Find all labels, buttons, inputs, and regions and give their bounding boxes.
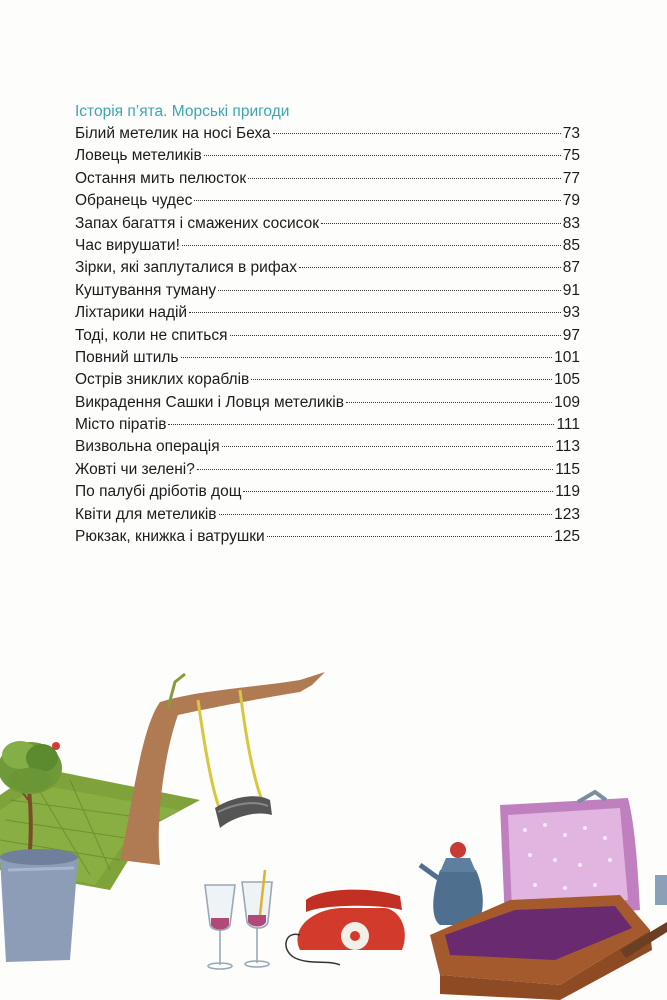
dot-leader xyxy=(299,267,561,268)
toc-entry-page: 83 xyxy=(562,214,580,232)
toc-entry xyxy=(75,280,580,302)
toc-entry xyxy=(75,325,580,347)
toc-entry-title: Куштування туману xyxy=(75,281,217,299)
toc-entry-page: 85 xyxy=(562,236,580,254)
toc-entry xyxy=(75,190,580,212)
dot-leader xyxy=(189,312,561,313)
dot-leader xyxy=(230,335,561,336)
toc-entry-title: Ловець метеликів xyxy=(75,147,202,165)
toc-entry-title: Квіти для метеликів xyxy=(75,505,217,523)
toc-entry-title: Визвольна операція xyxy=(75,438,220,456)
toc-entry-page: 75 xyxy=(562,147,580,165)
dot-leader xyxy=(219,514,553,515)
toc-entry-title: Запах багаття і смажених сосисок xyxy=(75,214,320,232)
toc-entry-title: Місто піратів xyxy=(75,416,167,434)
toc-entry xyxy=(75,414,580,436)
toc-entry-page: 123 xyxy=(554,505,580,523)
toc-entry-page: 125 xyxy=(554,528,580,546)
toc-entry xyxy=(75,213,580,235)
toc-entry-page: 97 xyxy=(562,326,580,344)
dot-leader xyxy=(251,379,552,380)
dot-leader xyxy=(168,424,554,425)
toc-entry-title: Тоді, коли не спиться xyxy=(75,326,228,344)
section-title: Історія п’ята. Морські пригоди xyxy=(75,103,290,120)
toc-entry-title: По палубі дріботів дощ xyxy=(75,483,242,501)
dot-leader xyxy=(182,245,561,246)
toc-entry-title: Остання мить пелюсток xyxy=(75,169,247,187)
toc-entry xyxy=(75,369,580,391)
toc-entry-title: Білий метелик на носі Беха xyxy=(75,125,271,142)
toc-entry xyxy=(75,526,580,548)
toc-entry xyxy=(75,235,580,257)
toc-entry xyxy=(75,347,580,369)
toc-entry-page: 119 xyxy=(555,483,580,501)
illustration xyxy=(0,660,667,1000)
dot-leader xyxy=(181,357,553,358)
toc-entry xyxy=(75,481,580,503)
dot-leader xyxy=(194,200,560,201)
toc-entry-page: 87 xyxy=(562,259,580,277)
toc-entry-page: 111 xyxy=(556,416,580,434)
toc-entry-page: 79 xyxy=(562,192,580,210)
toc-entry-page: 91 xyxy=(562,281,580,299)
dot-leader xyxy=(273,133,561,134)
blue-kettle xyxy=(420,842,483,925)
toc-entry-page: 115 xyxy=(555,460,580,478)
toc-entry xyxy=(75,392,580,414)
toc-entry-page: 73 xyxy=(562,125,580,142)
wine-glasses xyxy=(205,870,272,969)
toc-entry-page: 101 xyxy=(554,348,580,366)
branch-with-swing xyxy=(120,672,325,865)
toc-entry-title: Обранець чудес xyxy=(75,192,193,210)
toc-entry-title: Рюкзак, книжка і ватрушки xyxy=(75,528,265,546)
toc-entry-page: 77 xyxy=(562,169,580,187)
dot-leader xyxy=(321,223,561,224)
dot-leader xyxy=(218,290,561,291)
toc-entry xyxy=(75,145,580,167)
toc-entry-page: 109 xyxy=(554,393,580,411)
toc-entry-title: Зірки, які заплуталися в рифах xyxy=(75,259,297,277)
toc-entry xyxy=(75,168,580,190)
toc-entry xyxy=(75,123,580,145)
dot-leader xyxy=(204,155,561,156)
toc-entry xyxy=(75,436,580,458)
dot-leader xyxy=(248,178,561,179)
toc-entry xyxy=(75,459,580,481)
dot-leader xyxy=(222,446,554,447)
toc-entry xyxy=(75,504,580,526)
toc-entry xyxy=(75,257,580,279)
toc-entry-title: Викрадення Сашки і Ловця метеликів xyxy=(75,393,344,411)
toc-entry-title: Жовті чи зелені? xyxy=(75,460,195,478)
toc-entry-title: Острів зниклих кораблів xyxy=(75,371,250,389)
toc-entry-title: Повний штиль xyxy=(75,348,179,366)
toc-entry-title: Ліхтарики надій xyxy=(75,304,188,322)
red-telephone xyxy=(286,890,405,965)
toc-entry-page: 105 xyxy=(554,371,580,389)
table-of-contents xyxy=(75,101,580,548)
toc-entry xyxy=(75,302,580,324)
dot-leader xyxy=(197,469,553,470)
dot-leader xyxy=(267,536,552,537)
toc-entries xyxy=(75,123,580,548)
toc-entry-title: Час вирушати! xyxy=(75,236,180,254)
toc-entry-page: 113 xyxy=(555,438,580,456)
dot-leader xyxy=(346,402,552,403)
dot-leader xyxy=(243,491,553,492)
toc-entry-page: 93 xyxy=(562,304,580,322)
